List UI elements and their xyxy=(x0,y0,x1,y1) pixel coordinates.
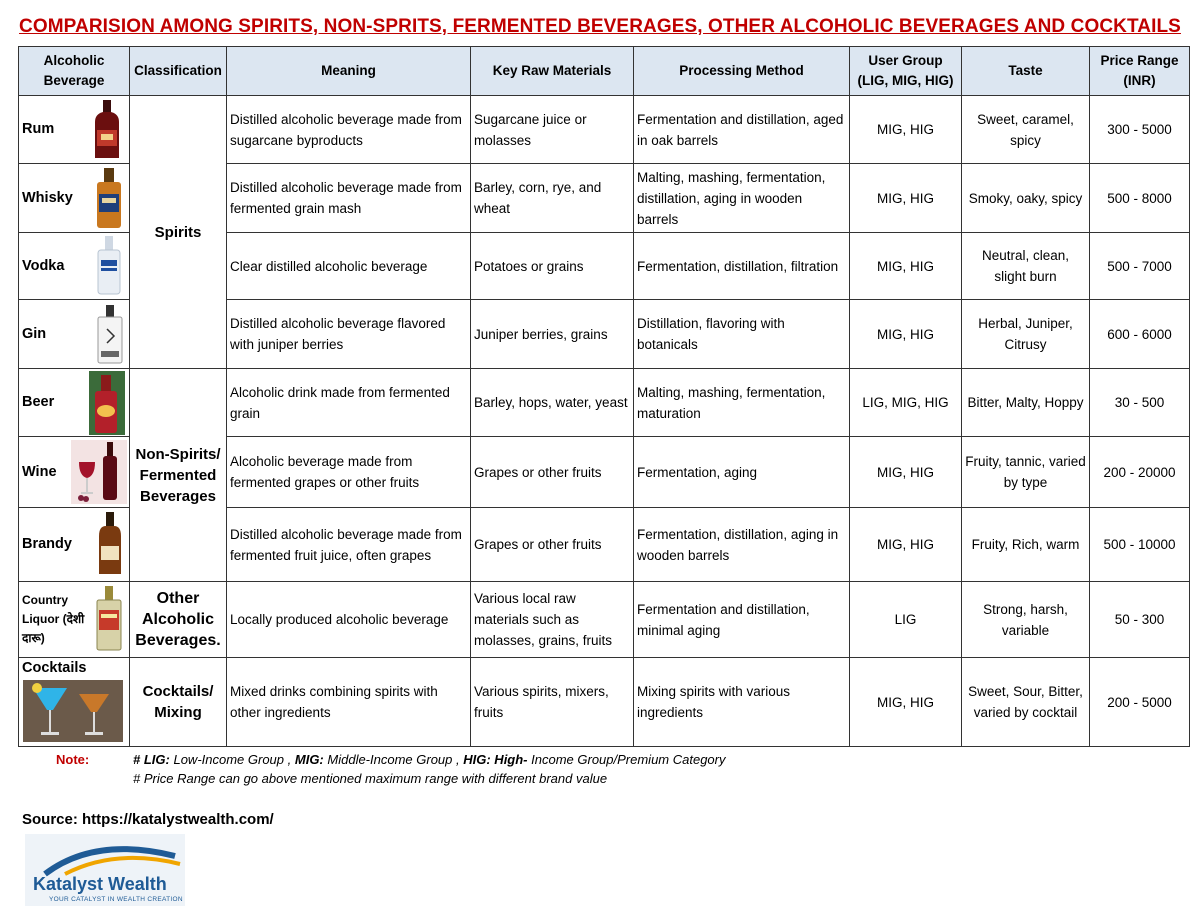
materials-cell: Sugarcane juice or molasses xyxy=(471,96,634,164)
note-mig: MIG: xyxy=(294,752,324,767)
source-text: Source: https://katalystwealth.com/ xyxy=(22,811,274,828)
materials-cell: Potatoes or grains xyxy=(471,233,634,300)
beverage-name: Beer xyxy=(22,394,55,410)
whisky-bottle-image xyxy=(93,168,125,230)
meaning-cell: Distilled alcoholic beverage made from fermented fruit juice, often grapes xyxy=(227,508,471,582)
logo-swoosh-icon xyxy=(25,834,185,878)
processing-cell: Distillation, flavoring with botanicals xyxy=(634,300,850,369)
header-materials: Key Raw Materials xyxy=(471,47,634,96)
note-label: Note: xyxy=(56,752,90,767)
price-cell: 200 - 20000 xyxy=(1090,437,1190,508)
header-row xyxy=(19,47,1190,96)
taste-cell: Sweet, Sour, Bitter, varied by cocktail xyxy=(962,658,1090,747)
materials-cell: Grapes or other fruits xyxy=(471,508,634,582)
meaning-cell: Distilled alcoholic beverage made from sugarcane byproducts xyxy=(227,96,471,164)
materials-cell: Various spirits, mixers, fruits xyxy=(471,658,634,747)
price-cell: 500 - 8000 xyxy=(1090,164,1190,233)
beverage-cell xyxy=(19,164,130,233)
price-cell: 200 - 5000 xyxy=(1090,658,1190,747)
beverage-name: Rum xyxy=(22,121,55,137)
table-row xyxy=(19,658,1190,747)
user-group-cell: LIG, MIG, HIG xyxy=(850,369,962,437)
taste-cell: Fruity, Rich, warm xyxy=(962,508,1090,582)
materials-cell: Various local raw materials such as molasses, grains, fruits xyxy=(471,582,634,658)
cocktails-image xyxy=(23,680,123,742)
note-line-2: # Price Range can go above mentioned maximum range with different brand value xyxy=(133,771,608,786)
note-hig: HIG: High- xyxy=(463,752,528,767)
beverage-cell xyxy=(19,300,130,369)
taste-cell: Herbal, Juniper, Citrusy xyxy=(962,300,1090,369)
price-cell: 50 - 300 xyxy=(1090,582,1190,658)
user-group-cell: MIG, HIG xyxy=(850,508,962,582)
table-row xyxy=(19,96,1190,164)
processing-cell: Fermentation and distillation, minimal aging xyxy=(634,582,850,658)
note-line-1 xyxy=(133,752,726,767)
classification-cocktails: Cocktails/ Mixing xyxy=(130,658,227,747)
brandy-bottle-image xyxy=(95,512,125,576)
beverage-cell xyxy=(19,437,130,508)
processing-cell: Malting, mashing, fermentation, maturation xyxy=(634,369,850,437)
taste-cell: Sweet, caramel, spicy xyxy=(962,96,1090,164)
user-group-cell: MIG, HIG xyxy=(850,96,962,164)
beverage-cell xyxy=(19,96,130,164)
beverage-cell xyxy=(19,658,130,747)
taste-cell: Strong, harsh, variable xyxy=(962,582,1090,658)
taste-cell: Bitter, Malty, Hoppy xyxy=(962,369,1090,437)
header-processing: Processing Method xyxy=(634,47,850,96)
logo-tagline: YOUR CATALYST IN WEALTH CREATION xyxy=(49,896,183,903)
page-title: COMPARISION AMONG SPIRITS, NON-SPRITS, FERMENTED BEVERAGES, OTHER ALCOHOLIC BEVERAGES AND COCKTAILS xyxy=(19,16,1181,37)
meaning-cell: Clear distilled alcoholic beverage xyxy=(227,233,471,300)
beverage-name: Country Liquor (देशी दारू) xyxy=(22,593,85,645)
materials-cell: Grapes or other fruits xyxy=(471,437,634,508)
processing-cell: Malting, mashing, fermentation, distillation, aging in wooden barrels xyxy=(634,164,850,233)
meaning-cell: Distilled alcoholic beverage made from fermented grain mash xyxy=(227,164,471,233)
taste-cell: Fruity, tannic, varied by type xyxy=(962,437,1090,508)
country-liquor-bottle-image xyxy=(93,586,125,652)
price-cell: 500 - 7000 xyxy=(1090,233,1190,300)
meaning-cell: Alcoholic drink made from fermented grain xyxy=(227,369,471,437)
gin-bottle-image xyxy=(95,305,125,365)
price-cell: 30 - 500 xyxy=(1090,369,1190,437)
note-mig-text: Middle-Income Group , xyxy=(327,752,460,767)
meaning-cell: Alcoholic beverage made from fermented grapes or other fruits xyxy=(227,437,471,508)
beverage-cell xyxy=(19,369,130,437)
processing-cell: Fermentation, aging xyxy=(634,437,850,508)
beverage-name: Vodka xyxy=(22,257,65,274)
classification-non-spirits: Non-Spirits/ Fermented Beverages xyxy=(130,369,227,582)
price-cell: 500 - 10000 xyxy=(1090,508,1190,582)
processing-cell: Fermentation, distillation, filtration xyxy=(634,233,850,300)
katalyst-logo xyxy=(25,834,185,906)
meaning-cell: Mixed drinks combining spirits with other ingredients xyxy=(227,658,471,747)
beverage-cell xyxy=(19,508,130,582)
beer-image xyxy=(89,371,125,435)
price-cell: 300 - 5000 xyxy=(1090,96,1190,164)
comparison-table xyxy=(18,46,1190,747)
user-group-cell: MIG, HIG xyxy=(850,300,962,369)
beverage-cell xyxy=(19,233,130,300)
classification-other: Other Alcoholic Beverages. xyxy=(130,582,227,658)
vodka-bottle-image xyxy=(95,236,123,296)
processing-cell: Fermentation, distillation, aging in wooden barrels xyxy=(634,508,850,582)
user-group-cell: MIG, HIG xyxy=(850,233,962,300)
wine-image xyxy=(71,440,127,504)
meaning-cell: Distilled alcoholic beverage flavored with juniper berries xyxy=(227,300,471,369)
user-group-cell: MIG, HIG xyxy=(850,658,962,747)
user-group-cell: LIG xyxy=(850,582,962,658)
header-taste: Taste xyxy=(962,47,1090,96)
classification-spirits: Spirits xyxy=(130,96,227,369)
logo-name: Katalyst Wealth xyxy=(33,874,167,894)
processing-cell: Mixing spirits with various ingredients xyxy=(634,658,850,747)
beverage-name: Whisky xyxy=(22,189,73,206)
user-group-cell: MIG, HIG xyxy=(850,437,962,508)
materials-cell: Barley, hops, water, yeast xyxy=(471,369,634,437)
price-cell: 600 - 6000 xyxy=(1090,300,1190,369)
header-beverage: Alcoholic Beverage xyxy=(19,47,130,96)
meaning-cell: Locally produced alcoholic beverage xyxy=(227,582,471,658)
processing-cell: Fermentation and distillation, aged in oak barrels xyxy=(634,96,850,164)
materials-cell: Barley, corn, rye, and wheat xyxy=(471,164,634,233)
beverage-name: Brandy xyxy=(22,536,72,552)
beverage-name: Gin xyxy=(22,325,47,342)
table-row xyxy=(19,582,1190,658)
beverage-cell xyxy=(19,582,130,658)
note-lig: # LIG: xyxy=(133,752,170,767)
taste-cell: Neutral, clean, slight burn xyxy=(962,233,1090,300)
note-lig-text: Low-Income Group , xyxy=(173,752,292,767)
header-user-group: User Group (LIG, MIG, HIG) xyxy=(850,47,962,96)
header-meaning: Meaning xyxy=(227,47,471,96)
beverage-name: Cocktails xyxy=(22,660,87,676)
header-classification: Classification xyxy=(130,47,227,96)
user-group-cell: MIG, HIG xyxy=(850,164,962,233)
header-price: Price Range (INR) xyxy=(1090,47,1190,96)
materials-cell: Juniper berries, grains xyxy=(471,300,634,369)
rum-bottle-image xyxy=(89,100,125,160)
table-row xyxy=(19,369,1190,437)
beverage-name: Wine xyxy=(22,463,57,480)
taste-cell: Smoky, oaky, spicy xyxy=(962,164,1090,233)
note-hig-text: Income Group/Premium Category xyxy=(531,752,726,767)
